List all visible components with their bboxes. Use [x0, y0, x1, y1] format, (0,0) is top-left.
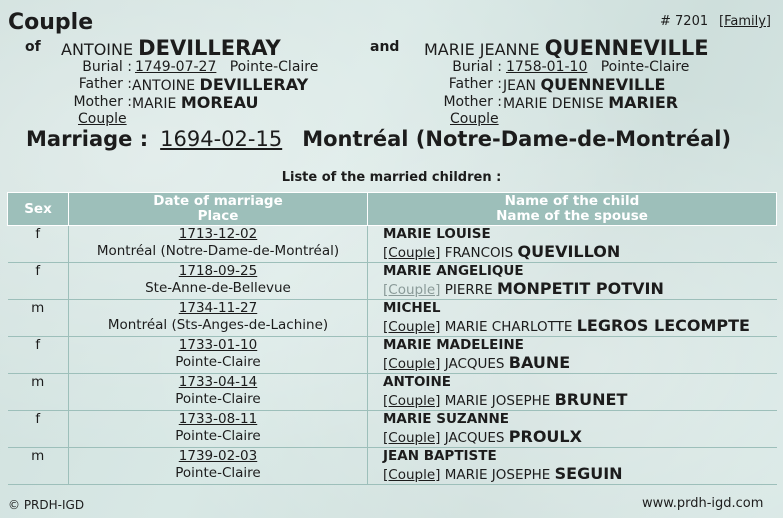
child-name: MARIE LOUISE	[383, 226, 491, 242]
husband-burial-date[interactable]: 1749-07-27	[135, 59, 217, 75]
child-name: ANTOINE	[383, 374, 451, 390]
child-marriage-date-link[interactable]: 1733-04-14	[178, 374, 258, 390]
wife-first-name: MARIE JEANNE	[424, 40, 540, 59]
husband-burial	[135, 59, 318, 75]
header-place: Place	[197, 208, 239, 224]
child-marriage-date-link[interactable]: 1734-11-27	[178, 300, 258, 316]
child-marriage-place: Ste-Anne-de-Bellevue	[145, 280, 291, 296]
spouse-last-name: PROULX	[508, 427, 582, 446]
couple-link[interactable]: [Couple]	[383, 467, 441, 483]
wife-mother-label: Mother :	[443, 94, 502, 110]
table-row	[8, 411, 777, 448]
husband-father-first: ANTOINE	[132, 78, 196, 94]
child-name-cell	[368, 411, 777, 448]
child-marriage-cell	[69, 448, 368, 485]
child-marriage-cell	[69, 337, 368, 374]
husband-last-name: DEVILLERAY	[138, 36, 281, 60]
child-name: MARIE MADELEINE	[383, 337, 524, 353]
table-row	[8, 374, 777, 411]
spouse-last-name: BRUNET	[554, 390, 628, 409]
husband-mother	[132, 93, 258, 112]
children-table	[7, 192, 777, 485]
spouse-last-name: SEGUIN	[554, 464, 623, 483]
family-link-wrapper	[719, 14, 771, 29]
couple-link[interactable]: [Couple]	[383, 282, 441, 298]
wife-last-name: QUENNEVILLE	[544, 36, 709, 60]
spouse-last-name: MONPETIT POTVIN	[496, 279, 664, 298]
child-name-cell	[368, 300, 777, 337]
header-child-spouse	[368, 193, 777, 226]
page-title: Couple	[8, 10, 94, 35]
wife-burial-label: Burial :	[452, 59, 502, 75]
wife-name	[424, 36, 709, 60]
couple-link[interactable]: [Couple]	[383, 245, 441, 261]
child-sex: m	[8, 300, 69, 337]
spouse-line	[383, 465, 773, 484]
husband-burial-label: Burial :	[82, 59, 132, 75]
wife-burial-place: Pointe-Claire	[600, 59, 690, 75]
marriage-line	[26, 127, 731, 151]
child-name: MARIE SUZANNE	[383, 411, 509, 427]
child-name: JEAN BAPTISTE	[383, 448, 497, 464]
child-marriage-cell	[69, 300, 368, 337]
husband-mother-label: Mother :	[73, 94, 132, 110]
header-sex: Sex	[8, 193, 69, 226]
spouse-line	[383, 243, 773, 262]
couple-link[interactable]: [Couple]	[383, 393, 441, 409]
site-url[interactable]: www.prdh-igd.com	[642, 496, 764, 511]
child-name-cell	[368, 226, 777, 263]
child-name-cell	[368, 337, 777, 374]
child-marriage-place: Pointe-Claire	[175, 391, 261, 407]
wife-mother-last: MARIER	[608, 93, 679, 112]
wife-burial	[506, 59, 689, 75]
child-marriage-place: Montréal (Notre-Dame-de-Montréal)	[96, 243, 340, 259]
husband-name	[61, 36, 281, 60]
table-row	[8, 226, 777, 263]
child-marriage-date-link[interactable]: 1718-09-25	[178, 263, 258, 279]
wife-burial-date[interactable]: 1758-01-10	[506, 59, 588, 75]
spouse-line	[383, 317, 773, 336]
header-date-place	[69, 193, 368, 226]
child-name: MARIE ANGELIQUE	[383, 263, 524, 279]
spouse-line	[383, 428, 773, 447]
spouse-first-name: JACQUES	[444, 356, 505, 372]
spouse-first-name: FRANCOIS	[444, 245, 514, 261]
header-child: Name of the child	[504, 193, 640, 209]
table-row	[8, 263, 777, 300]
child-sex: f	[8, 263, 69, 300]
spouse-first-name: MARIE CHARLOTTE	[444, 319, 573, 335]
wife-father	[503, 75, 665, 94]
wife-mother	[503, 93, 678, 112]
husband-burial-place: Pointe-Claire	[229, 59, 319, 75]
husband-father-label: Father :	[78, 76, 132, 92]
marriage-date-link[interactable]: 1694-02-15	[160, 127, 283, 151]
marriage-place: Montréal (Notre-Dame-de-Montréal)	[302, 127, 732, 151]
child-sex: f	[8, 226, 69, 263]
child-sex: f	[8, 411, 69, 448]
spouse-last-name: BAUNE	[508, 353, 571, 372]
child-marriage-place: Pointe-Claire	[175, 428, 261, 444]
husband-couple-wrapper	[78, 111, 127, 127]
child-sex: m	[8, 448, 69, 485]
spouse-first-name: JACQUES	[444, 430, 505, 446]
spouse-line	[383, 391, 773, 410]
couple-link[interactable]: [Couple]	[383, 319, 441, 335]
spouse-line	[383, 280, 773, 299]
husband-mother-last: MOREAU	[180, 93, 259, 112]
child-marriage-cell	[69, 411, 368, 448]
child-name-cell	[368, 374, 777, 411]
husband-couple-link[interactable]: Couple	[78, 111, 127, 127]
child-sex: f	[8, 337, 69, 374]
child-marriage-place: Montréal (Sts-Anges-de-Lachine)	[107, 317, 329, 333]
spouse-first-name: MARIE JOSEPHE	[444, 393, 551, 409]
children-list-title: Liste of the married children :	[281, 170, 502, 185]
child-marriage-place: Pointe-Claire	[175, 354, 261, 370]
spouse-first-name: PIERRE	[444, 282, 493, 298]
child-marriage-cell	[69, 374, 368, 411]
husband-father-last: DEVILLERAY	[199, 75, 309, 94]
child-name-cell	[368, 448, 777, 485]
family-link[interactable]: [Family]	[719, 14, 771, 29]
header-date: Date of marriage	[153, 193, 283, 209]
wife-mother-first: MARIE DENISE	[503, 96, 604, 112]
copyright-text: © PRDH-IGD	[8, 498, 85, 512]
child-marriage-place: Pointe-Claire	[175, 465, 261, 481]
record-number: # 7201	[660, 14, 709, 29]
child-marriage-cell	[69, 263, 368, 300]
table-row	[8, 337, 777, 374]
husband-first-name: ANTOINE	[61, 40, 134, 59]
wife-couple-link[interactable]: Couple	[450, 111, 499, 127]
spouse-last-name: QUEVILLON	[517, 242, 621, 261]
child-sex: m	[8, 374, 69, 411]
wife-father-label: Father :	[448, 76, 502, 92]
couple-link[interactable]: [Couple]	[383, 430, 441, 446]
child-marriage-date-link[interactable]: 1733-01-10	[178, 337, 258, 353]
wife-father-first: JEAN	[503, 78, 537, 94]
spouse-first-name: MARIE JOSEPHE	[444, 467, 551, 483]
child-marriage-date-link[interactable]: 1739-02-03	[178, 448, 258, 464]
wife-couple-wrapper	[450, 111, 499, 127]
header-spouse: Name of the spouse	[496, 208, 648, 224]
of-label: of	[25, 39, 41, 55]
husband-father	[132, 75, 308, 94]
and-label: and	[370, 39, 400, 55]
child-name: MICHEL	[383, 300, 441, 316]
child-marriage-cell	[69, 226, 368, 263]
husband-mother-first: MARIE	[132, 96, 177, 112]
table-row	[8, 448, 777, 485]
couple-link[interactable]: [Couple]	[383, 356, 441, 372]
wife-father-last: QUENNEVILLE	[540, 75, 666, 94]
marriage-label: Marriage :	[26, 127, 149, 151]
child-name-cell	[368, 263, 777, 300]
spouse-last-name: LEGROS LECOMPTE	[576, 316, 750, 335]
table-header-row	[8, 193, 777, 226]
child-marriage-date-link[interactable]: 1713-12-02	[178, 226, 258, 242]
table-row	[8, 300, 777, 337]
spouse-line	[383, 354, 773, 373]
child-marriage-date-link[interactable]: 1733-08-11	[178, 411, 258, 427]
